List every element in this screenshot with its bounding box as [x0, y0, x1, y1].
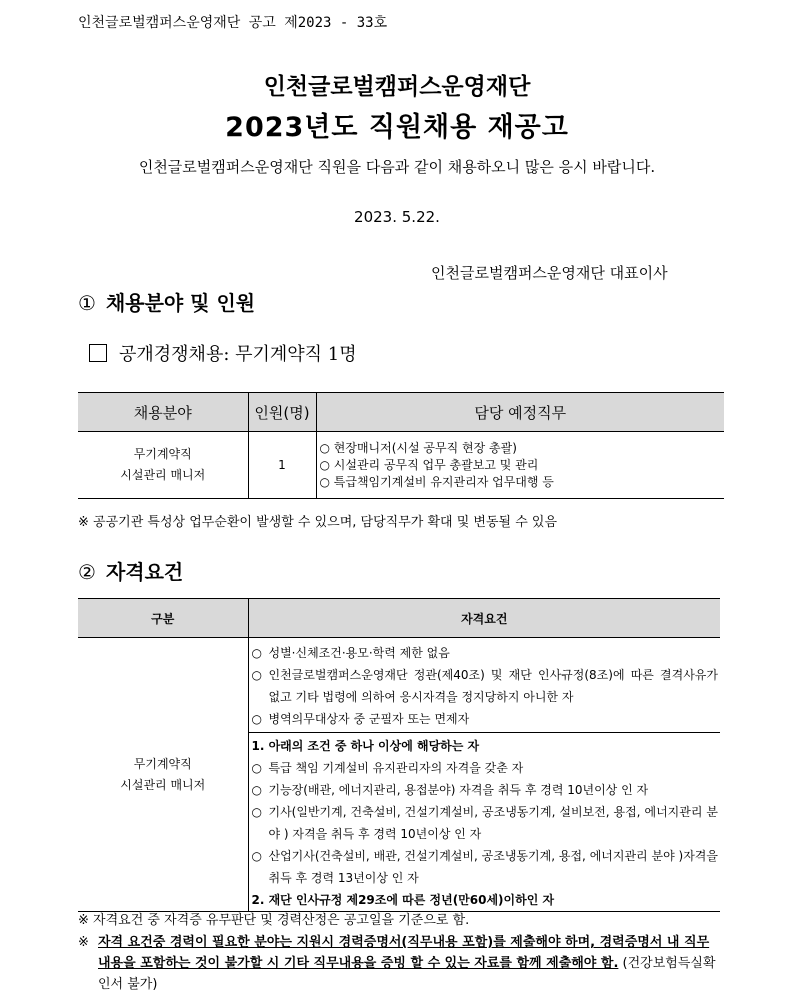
recruitment-table: [78, 392, 724, 499]
list-item: [252, 779, 719, 801]
count-cell: 1: [248, 432, 316, 499]
notice-number: 인천글로벌캠퍼스운영재단 공고 제2023 - 33호: [78, 15, 388, 31]
table-header-row: [78, 599, 720, 638]
duties-cell: [316, 432, 724, 499]
list-item: [252, 845, 719, 889]
qualification-table: [78, 598, 720, 912]
qualification-cell: [248, 638, 720, 912]
category-line-2: 시설관리 매니저: [120, 777, 206, 792]
table-row: [78, 638, 720, 912]
section-1-heading: [78, 287, 255, 316]
note-2-body: [98, 932, 720, 995]
section-1-note: ※ 공공기관 특성상 업무순환이 발생할 수 있으며, 담당직무가 확대 및 변동될 수 있음: [78, 515, 558, 530]
header-duties: 담당 예정직무: [316, 393, 724, 432]
section-1-title: 채용분야 및 인원: [105, 291, 256, 315]
list-item: [252, 642, 719, 664]
note-mark: ※: [78, 935, 89, 950]
duty-item: ○ 특급책임기계설비 유지관리자 업무대행 등: [319, 474, 554, 489]
bullet-icon: ○: [251, 849, 262, 863]
section-2-note-1: ※ 자격요건 중 자격증 유무판단 및 경력산정은 공고일을 기준으로 함.: [78, 913, 470, 928]
general-req: 인천글로벌캠퍼스운영재단 정관(제40조) 및 재단 인사규정(8조)에 따른 결격사유가 없고 기타 법령에 의하여 응시자격을 정지당하지 아니한 자: [268, 668, 718, 704]
bullet-icon: ○: [251, 646, 262, 660]
section-2-title: 자격요건: [105, 560, 184, 584]
header-count: 인원(명): [248, 393, 316, 432]
signer: 인천글로벌캠퍼스운영재단 대표이사: [431, 264, 668, 282]
recruitment-type-line: [89, 340, 357, 366]
duty-item: ○ 현장매니저(시설 공무직 현장 총괄): [319, 440, 517, 455]
note-2-tail: (건강보험득실확인서 불가): [98, 956, 716, 992]
note-2-emphasis: 자격 요건중 경력이 필요한 분야는 지원시 경력증명서(직무내용 포함)를 제출해야 하며, 경력증명서 내 직무내용을 포함하는 것이 불가할 시 기타 직무내용을 증빙 할 수 있는 자료를 함께 제출해야 함.: [98, 935, 710, 971]
bullet-icon: ○: [251, 805, 262, 819]
condition-req: 특급 책임 기계설비 유지관리자의 자격을 갖춘 자: [268, 761, 524, 775]
checkbox-icon: [89, 344, 107, 362]
section-2-number: ②: [78, 560, 96, 584]
page-title: 2023년도 직원채용 재공고: [225, 112, 569, 143]
condition-req: 기능장(배관, 에너지관리, 용접분야) 자격을 취득 후 경력 10년이상 인 자: [268, 783, 649, 797]
bullet-icon: ○: [251, 783, 262, 797]
category-line-1: 무기계약직: [133, 756, 192, 771]
header-field: 채용분야: [78, 393, 248, 432]
section-1-number: ①: [78, 291, 96, 315]
header-category: 구분: [78, 599, 248, 638]
general-req: 성별·신체조건·용모·학력 제한 없음: [268, 646, 450, 660]
list-item: [252, 757, 719, 779]
field-line-2: 시설관리 매니저: [120, 468, 206, 482]
condition-footer: 2. 재단 인사규정 제29조에 따른 정년(만60세)이하인 자: [251, 893, 555, 907]
bullet-icon: ○: [251, 761, 262, 775]
list-item: [252, 708, 719, 730]
divider: [249, 732, 721, 733]
duty-item: ○ 시설관리 공무직 업무 총괄보고 및 관리: [319, 457, 539, 472]
notice-date: 2023. 5.22.: [354, 208, 440, 226]
header-qualification: 자격요건: [248, 599, 720, 638]
field-cell: [78, 432, 248, 499]
intro-text: 인천글로벌캠퍼스운영재단 직원을 다음과 같이 채용하오니 많은 응시 바랍니다.: [138, 158, 656, 176]
table-header-row: [78, 393, 724, 432]
category-cell: [78, 638, 248, 912]
condition-heading: 1. 아래의 조건 중 하나 이상에 해당하는 자: [251, 739, 480, 753]
condition-req: 산업기사(건축설비, 배관, 건설기계설비, 공조냉동기계, 용접, 에너지관리 분야 )자격을 취득 후 경력 13년이상 인 자: [268, 849, 718, 885]
table-row: [78, 432, 724, 499]
general-req: 병역의무대상자 중 군필자 또는 면제자: [268, 712, 470, 726]
list-item: [252, 801, 719, 845]
org-title: 인천글로벌캠퍼스운영재단: [263, 74, 531, 100]
bullet-icon: ○: [251, 712, 262, 726]
condition-req: 기사(일반기계, 건축설비, 건설기계설비, 공조냉동기계, 설비보전, 용접, 에너지관리 분야 ) 자격을 취득 후 경력 10년이상 인 자: [268, 805, 718, 841]
recruitment-type-text: 공개경쟁채용: 무기계약직 1명: [119, 344, 357, 365]
bullet-icon: ○: [251, 668, 262, 682]
field-line-1: 무기계약직: [133, 447, 192, 461]
section-2-heading: [78, 556, 183, 585]
section-2-note-2: [78, 932, 720, 995]
list-item: [252, 664, 719, 708]
